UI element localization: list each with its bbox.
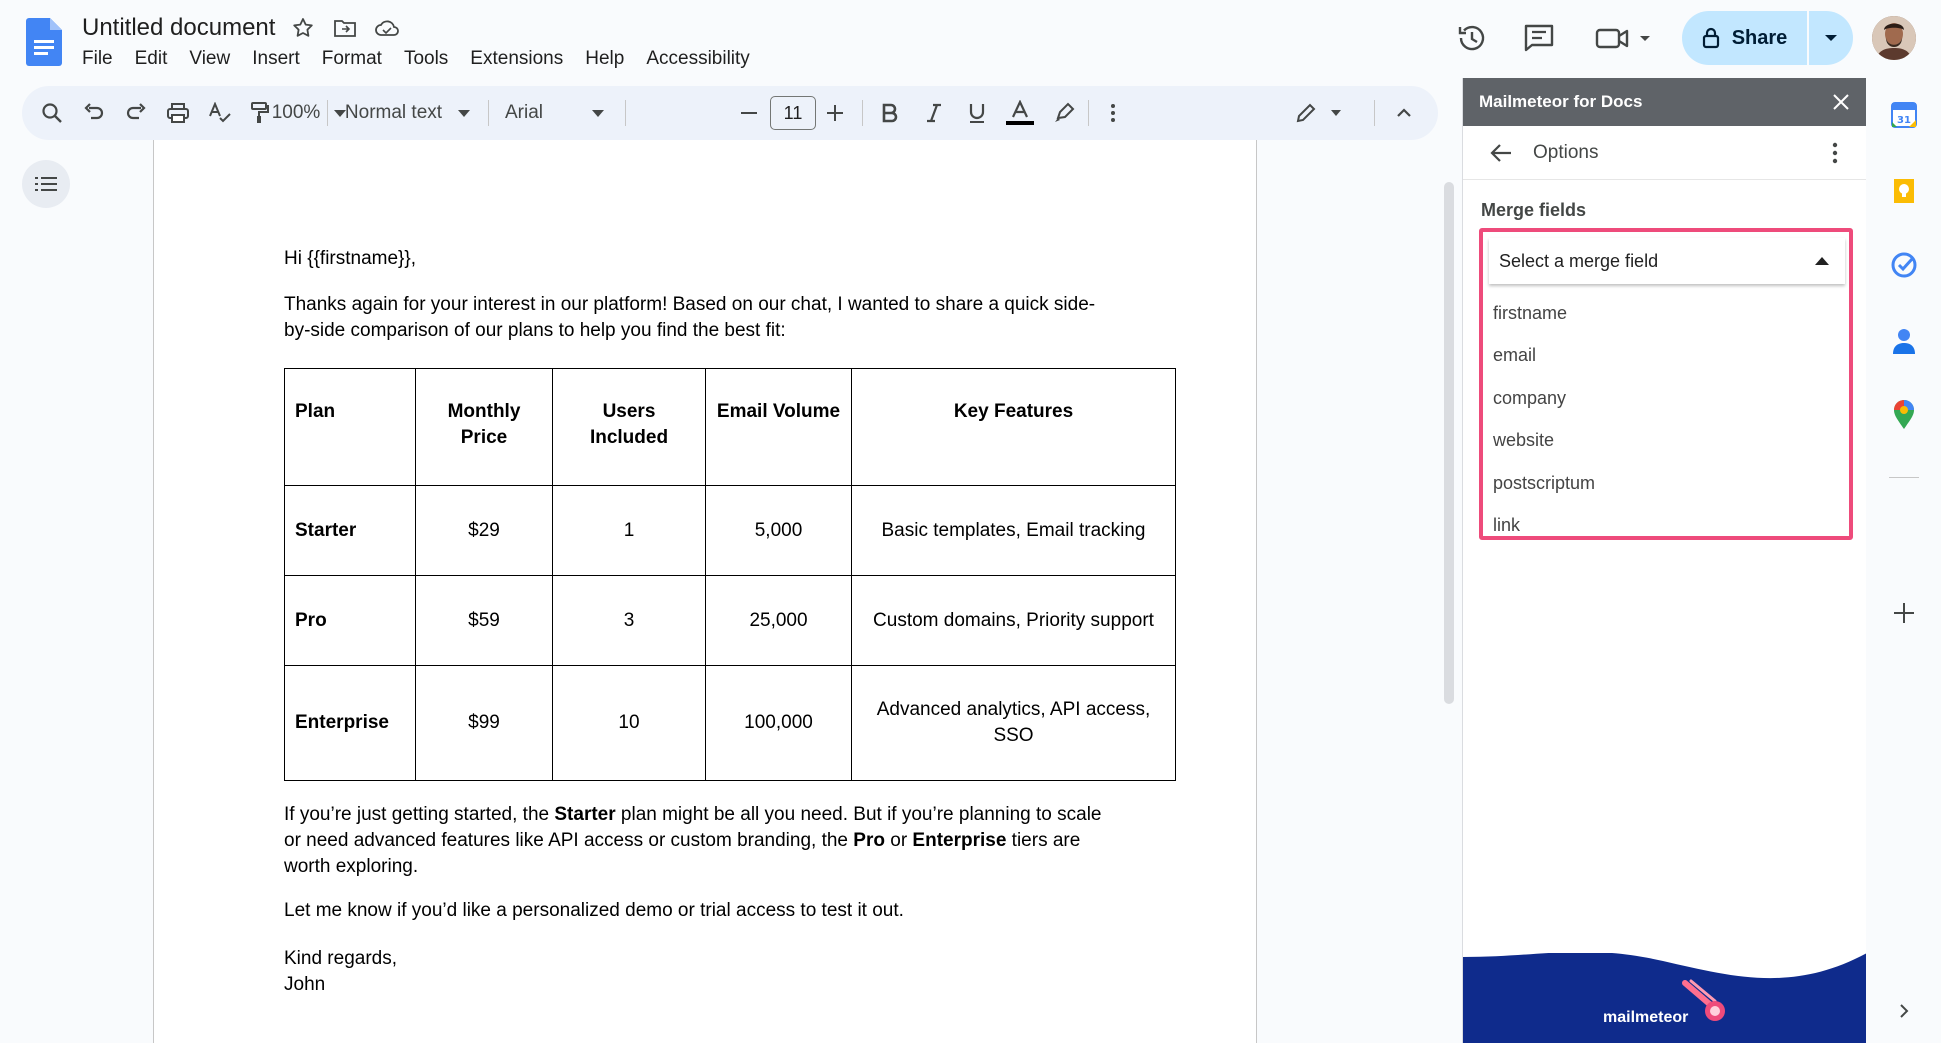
addon-footer <box>1463 953 1866 1043</box>
back-arrow-icon[interactable] <box>1489 142 1513 164</box>
keep-icon[interactable] <box>1889 176 1919 206</box>
merge-field-select[interactable] <box>1489 238 1845 284</box>
plus-icon[interactable] <box>820 86 850 140</box>
font-size-input[interactable]: 11 <box>770 96 816 130</box>
paragraph-style-value: Normal text <box>344 102 443 123</box>
docs-logo-icon[interactable] <box>26 18 62 66</box>
table-cell: Basic templates, Email tracking <box>852 486 1176 576</box>
closing-text: Kind regards, <box>284 948 398 969</box>
chevron-down-icon <box>458 110 470 117</box>
menu-tools[interactable]: Tools <box>403 48 449 69</box>
menu-accessibility[interactable]: Accessibility <box>646 48 750 69</box>
table-cell: Advanced analytics, API access, SSO <box>852 666 1176 781</box>
merge-field-placeholder: Select a merge field <box>1499 250 1659 271</box>
table-header-row <box>285 369 1176 486</box>
menu-edit[interactable]: Edit <box>134 48 168 69</box>
share-dropdown-button[interactable] <box>1809 11 1853 65</box>
chevron-up-icon <box>1815 257 1829 265</box>
signature-text: John <box>284 974 326 995</box>
expand-icon[interactable] <box>1889 996 1919 1026</box>
table-row <box>285 486 1176 576</box>
document-title[interactable]: Untitled document <box>82 14 276 41</box>
chevron-down-icon <box>592 110 604 117</box>
bold-icon[interactable] <box>872 86 908 140</box>
table-header: Monthly Price <box>416 369 553 486</box>
recommendation-paragraph: If you’re just getting started, the Starter plan might be all you need. But if you’re planning to scale or need advanced features like API access or custom branding, the Pro or Enterprise tiers are worth exploring. <box>284 804 1102 877</box>
toolbar-divider <box>327 100 328 126</box>
toolbar-divider <box>862 100 863 126</box>
svg-text:31: 31 <box>1897 115 1911 126</box>
star-icon[interactable] <box>289 14 317 42</box>
document-page[interactable] <box>153 140 1257 1043</box>
tasks-icon[interactable] <box>1889 250 1919 280</box>
highlight-icon[interactable] <box>1046 86 1082 140</box>
table-cell: 10 <box>553 666 706 781</box>
search-icon[interactable] <box>36 86 68 140</box>
maps-icon[interactable] <box>1889 400 1919 430</box>
greeting-text: Hi {{firstname}}, <box>284 248 417 269</box>
side-panel-divider <box>1889 477 1919 478</box>
menu-file[interactable]: File <box>82 48 113 69</box>
menu-extensions[interactable]: Extensions <box>470 48 564 69</box>
table-header: Key Features <box>852 369 1176 486</box>
cloud-status-icon[interactable] <box>373 14 401 42</box>
redo-icon[interactable] <box>120 86 152 140</box>
addon-title: Mailmeteor for Docs <box>1479 92 1643 111</box>
table-cell: Enterprise <box>285 666 416 781</box>
font-family-value: Arial <box>505 102 544 123</box>
edit-mode-icon[interactable] <box>1290 86 1350 140</box>
text-color-icon[interactable] <box>1002 86 1038 140</box>
more-icon[interactable] <box>1098 86 1128 140</box>
menu-format[interactable]: Format <box>321 48 382 69</box>
collapse-icon[interactable] <box>1386 86 1422 140</box>
addon-header <box>1463 78 1866 126</box>
zoom-select[interactable] <box>248 86 348 140</box>
addon-subheader <box>1463 126 1866 180</box>
table-cell: Custom domains, Priority support <box>852 576 1176 666</box>
calendar-icon[interactable] <box>1889 100 1919 130</box>
options-label: Options <box>1533 141 1599 163</box>
toolbar-divider <box>1088 100 1089 126</box>
share-label: Share <box>1731 26 1788 49</box>
comments-icon[interactable] <box>1519 18 1559 58</box>
menu-insert[interactable]: Insert <box>252 48 300 69</box>
merge-option-email[interactable]: email <box>1493 345 1537 366</box>
table-cell: 3 <box>553 576 706 666</box>
close-icon[interactable] <box>1828 89 1854 115</box>
toolbar-divider <box>625 100 626 126</box>
menu-help[interactable]: Help <box>585 48 625 69</box>
merge-option-firstname[interactable]: firstname <box>1493 302 1568 323</box>
table-header: Plan <box>285 369 416 486</box>
menu-view[interactable]: View <box>189 48 231 69</box>
share-button[interactable] <box>1682 11 1807 65</box>
plans-table <box>284 368 1176 781</box>
share-group <box>1682 11 1853 65</box>
more-icon[interactable] <box>1832 142 1838 164</box>
add-icon[interactable] <box>1889 598 1919 628</box>
footer-brand: mailmeteor <box>1603 1009 1689 1026</box>
undo-icon[interactable] <box>78 86 110 140</box>
toolbar-divider <box>1374 100 1375 126</box>
table-header: Email Volume <box>706 369 852 486</box>
footer-wave <box>1463 953 1866 1043</box>
spellcheck-icon[interactable] <box>204 86 236 140</box>
merge-option-company[interactable]: company <box>1493 387 1567 408</box>
merge-option-postscriptum[interactable]: postscriptum <box>1493 472 1596 493</box>
meet-icon[interactable] <box>1594 18 1654 58</box>
table-row <box>285 576 1176 666</box>
table-cell: $59 <box>416 576 553 666</box>
zoom-value: 100% <box>271 102 321 123</box>
table-header: Users Included <box>553 369 706 486</box>
minus-icon[interactable] <box>734 86 764 140</box>
font-family-select[interactable] <box>500 86 610 140</box>
table-cell: $99 <box>416 666 553 781</box>
merge-fields-label: Merge fields <box>1481 200 1587 220</box>
contacts-icon[interactable] <box>1889 326 1919 356</box>
table-cell: Pro <box>285 576 416 666</box>
table-cell: $29 <box>416 486 553 576</box>
table-cell: 25,000 <box>706 576 852 666</box>
demo-paragraph: Let me know if you’d like a personalized demo or trial access to test it out. <box>284 900 904 921</box>
paragraph-style-select[interactable] <box>340 86 475 140</box>
merge-field-highlight <box>1479 228 1853 540</box>
mailmeteor-sidebar <box>1462 78 1866 1043</box>
table-cell: 5,000 <box>706 486 852 576</box>
intro-paragraph: Thanks again for your interest in our platform! Based on our chat, I wanted to share a quick side-by-side comparison of our plans to help you find the best fit: <box>284 294 1096 341</box>
lock-icon <box>1702 27 1720 49</box>
merge-option-website[interactable]: website <box>1493 430 1555 451</box>
table-cell: Starter <box>285 486 416 576</box>
outline-icon <box>35 176 57 192</box>
history-icon[interactable] <box>1452 18 1492 58</box>
header <box>0 0 1941 82</box>
move-folder-icon[interactable] <box>331 14 359 42</box>
underline-icon[interactable] <box>959 86 995 140</box>
document-scrollbar[interactable] <box>1444 182 1454 704</box>
merge-field-options <box>1493 292 1843 547</box>
toolbar-divider <box>488 100 489 126</box>
merge-option-link[interactable]: link <box>1493 515 1521 536</box>
avatar[interactable] <box>1872 16 1916 60</box>
menu-bar <box>82 46 772 72</box>
italic-icon[interactable] <box>916 86 952 140</box>
document-outline-button[interactable] <box>22 160 70 208</box>
print-icon[interactable] <box>162 86 194 140</box>
table-cell: 1 <box>553 486 706 576</box>
table-cell: 100,000 <box>706 666 852 781</box>
toolbar <box>22 86 1438 140</box>
table-row <box>285 666 1176 781</box>
